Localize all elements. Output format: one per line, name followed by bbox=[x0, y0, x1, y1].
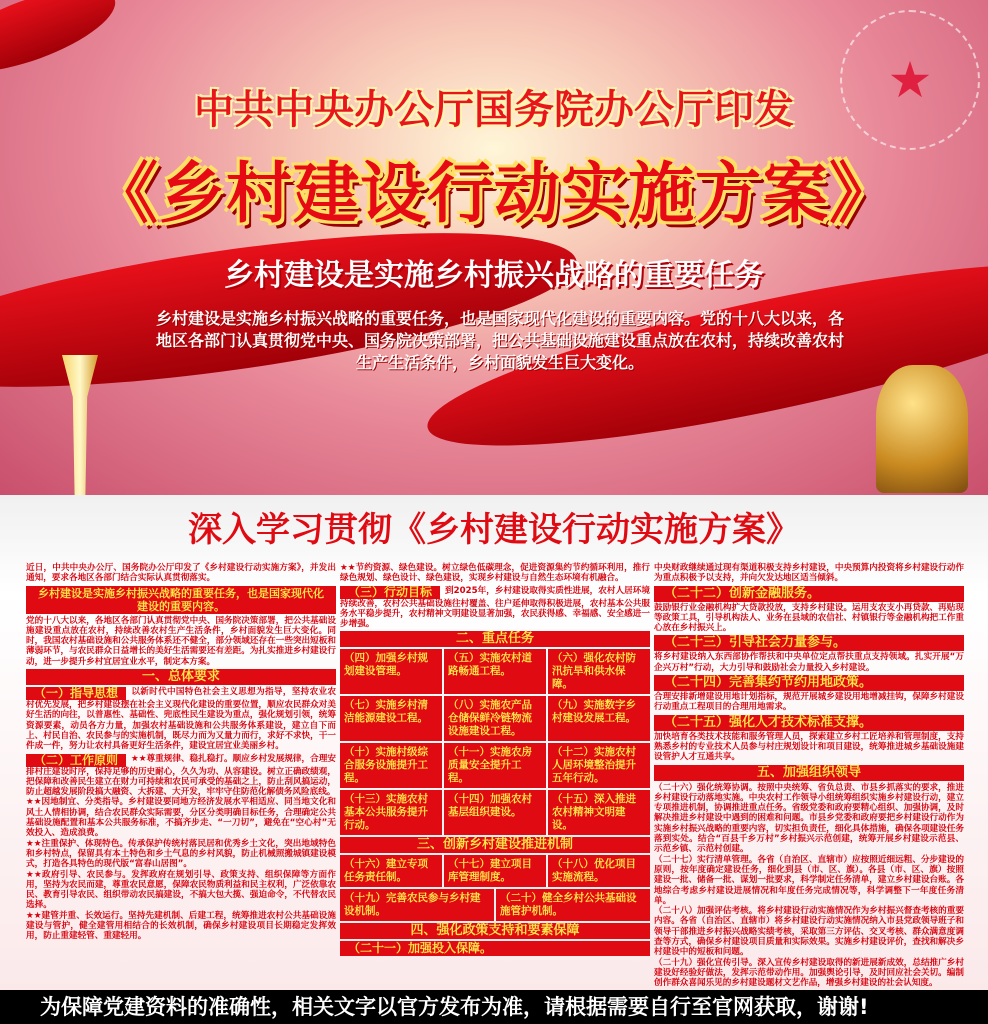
section-heading: 一、总体要求 bbox=[26, 669, 336, 685]
body-text: （二十八）加强评估考核。将乡村建设行动实施情况作为乡村振兴督查考核的重要内容。各省（自治区、直辖市）将乡村建设行动实施情况纳入市县党政领导班子和领导干部推进乡村振兴战略实绩考核，采取第三方评估、交叉考核、群众满意度调查等方式，确保乡村建设项目质量和实际效果。实施乡村建设评价，查找和解决乡村建设中的短板和问题。 bbox=[654, 906, 964, 958]
body-text: 以新时代中国特色社会主义思想为指导，坚持农业农村优先发展，把乡村建设摆在社会主义现代化建设的重要位置，顺应农民群众对美好生活的向往，以普惠性、基础性、兜底性民生建设为重点，强化规划引领，统筹资源要素，动员各方力量，加强农村基础设施和公共服务体系建设，建立自下而上、村民自治、农民参与的实施机制，既尽力而为又量力而行，求好不求快，干一件成一件，努力让农村具备更好生活条件，建设宜居宜业美丽乡村。 bbox=[26, 687, 336, 752]
task-card: （六）强化农村防汛抗旱和供水保障。 bbox=[548, 649, 650, 694]
task-card: （四）加强乡村规划建设管理。 bbox=[340, 649, 442, 694]
section-heading: 三、创新乡村建设推进机制 bbox=[340, 837, 650, 853]
mechanism-card: （十七）建立项目库管理制度。 bbox=[444, 855, 546, 887]
body-text: 到2025年，乡村建设取得实质性进展，农村人居环境持续改善，农村公共基础设施往村覆盖、往户延伸取得积极进展，农村基本公共服务水平稳步提升，农村精神文明建设显著加强，农民获得感、幸福感、安全感进一步增强。 bbox=[340, 585, 650, 630]
task-card: （五）实施农村道路畅通工程。 bbox=[444, 649, 546, 694]
intro-text: 近日，中共中央办公厅、国务院办公厅印发了《乡村建设行动实施方案》，并发出通知，要求各地区各部门结合实际认真贯彻落实。 bbox=[26, 563, 336, 584]
item-heading: （二十三）引导社会力量参与。 bbox=[654, 635, 964, 651]
mechanism-card: （十九）完善农民参与乡村建设机制。 bbox=[340, 889, 494, 921]
mechanism-grid bbox=[340, 855, 650, 887]
body-text: ★★尊重规律、稳扎稳打。顺应乡村发展规律，合理安排村庄建设时序，保持足够的历史耐心，久久为功、从容建设。树立正确政绩观，把保障和改善民生建立在财力可持续和农民可承受的基础之上，防止刮风搞运动，防止超越发展阶段搞大融资、大拆建、大开发，牢牢守住防范化解债务风险底线。 bbox=[26, 753, 336, 798]
section-heading: 四、强化政策支持和要素保障 bbox=[340, 923, 650, 939]
huabiao-pillar-icon bbox=[62, 355, 98, 495]
footer-notice: 为保障党建资料的准确性，相关文字以官方发布为准，请根据需要自行至官网获取，谢谢! bbox=[0, 990, 988, 1024]
task-card: （十四）加强农村基层组织建设。 bbox=[444, 790, 546, 835]
item-heading: （二十二）创新金融服务。 bbox=[654, 586, 964, 602]
section-heading: 五、加强组织领导 bbox=[654, 765, 964, 781]
mechanism-card: （二十）健全乡村公共基础设施管护机制。 bbox=[496, 889, 650, 921]
task-card: （九）实施数字乡村建设发展工程。 bbox=[548, 696, 650, 741]
red-ribbon bbox=[0, 0, 125, 89]
body-text: 鼓励银行业金融机构扩大贷款投放，支持乡村建设。运用支农支小再贷款、再贴现等政策工具，引导机构法人、业务在县域的农信社、村镇银行等金融机构把工作重心放在乡村振兴上。 bbox=[654, 602, 964, 634]
body-text: 中央财政继续通过现有渠道积极支持乡村建设，中央预算内投资将乡村建设行动作为重点积极予以支持，并向欠发达地区适当倾斜。 bbox=[654, 563, 964, 584]
item-heading: （二十五）强化人才技术标准支撑。 bbox=[654, 715, 964, 731]
column-3 bbox=[654, 563, 964, 989]
mechanism-grid bbox=[340, 889, 650, 921]
stone-lion-icon bbox=[876, 365, 968, 493]
task-card: （七）实施乡村清洁能源建设工程。 bbox=[340, 696, 442, 741]
column-2 bbox=[340, 563, 650, 958]
subsection-tag: （三）行动目标 bbox=[340, 586, 440, 599]
content-board bbox=[0, 495, 988, 990]
body-text: 党的十八大以来，各地区各部门认真贯彻党中央、国务院决策部署，把公共基础设施建设重点放在农村，持续改善农村生产生活条件，乡村面貌发生巨大变化。同时，我国农村基础设施和公共服务体系还不健全，部分领域还存在一些突出短板和薄弱环节，与农民群众日益增长的美好生活需要还有差距。为扎实推进乡村建设行动，进一步提升乡村宜居宜业水平，制定本方案。 bbox=[26, 615, 336, 667]
item-heading: （二十一）加强投入保障。 bbox=[340, 941, 650, 956]
body-text: 合理安排新增建设用地计划指标，规范开展城乡建设用地增减挂钩，保障乡村建设行动重点工程项目的合理用地需求。 bbox=[654, 692, 964, 713]
hero-banner bbox=[0, 0, 988, 495]
star-emblem-icon: ★ bbox=[840, 10, 980, 150]
body-text: ★★建管并重、长效运行。坚持先建机制、后建工程，统筹推进农村公共基础设施建设与管护，健全建管用相结合的长效机制，确保乡村建设项目长期稳定发挥效用，防止重建轻管、重建轻用。 bbox=[26, 910, 336, 942]
main-title: 《乡村建设行动实施方案》 bbox=[92, 155, 896, 232]
body-text: ★★注重保护、体现特色。传承保护传统村落民居和优秀乡土文化，突出地域特色和乡村特点，保留具有本土特色和乡土气息的乡村风貌，防止机械照搬城镇建设模式，打造各具特色的现代版“富春山居图”。 bbox=[26, 838, 336, 870]
task-card: （十五）深入推进农村精神文明建设。 bbox=[548, 790, 650, 835]
body-text: ★★节约资源、绿色建设。树立绿色低碳理念，促进资源集约节约循环利用，推行绿色规划、绿色设计、绿色建设，实现乡村建设与自然生态环境有机融合。 bbox=[340, 563, 650, 584]
body-text: （二十七）实行清单管理。各省（自治区、直辖市）应按照近细远粗、分步建设的原则，按年度确定建设任务，细化到县（市、区、旗）。各县（市、区、旗）按照建设一批、储备一批、谋划一批要求，科学制定任务清单，建立乡村建设台账。各地综合考虑乡村建设进展情况和年度任务完成情况等，科学调整下一年度任务清单。 bbox=[654, 854, 964, 906]
mechanism-card: （十六）建立专项任务责任制。 bbox=[340, 855, 442, 887]
task-card: （十二）实施农村人居环境整治提升五年行动。 bbox=[548, 743, 650, 788]
tasks-grid bbox=[340, 649, 650, 835]
column-1 bbox=[26, 563, 336, 942]
body-text: 将乡村建设纳入东西部协作帮扶和中央单位定点帮扶重点支持领域。扎实开展“万企兴万村”行动，大力引导和鼓励社会力量投入乡村建设。 bbox=[654, 652, 964, 673]
body-text: 加快培育各类技术技能和服务管理人员，探索建立乡村工匠培养和管理制度，支持熟悉乡村的专业技术人员参与村庄规划设计和项目建设，统筹推进城乡基础设施建设管护人才互通共享。 bbox=[654, 731, 964, 763]
issuer-heading: 中共中央办公厅国务院办公厅印发 bbox=[194, 87, 794, 133]
task-card: （八）实施农产品仓储保鲜冷链物流设施建设工程。 bbox=[444, 696, 546, 741]
intro-paragraph: 乡村建设是实施乡村振兴战略的重要任务，也是国家现代化建设的重要内容。党的十八大以来，各地区各部门认真贯彻党中央、国务院决策部署，把公共基础设施建设重点放在农村，持续改善农村生产生活条件，乡村面貌发生巨大变化。 bbox=[155, 309, 844, 372]
body-text: （二十九）强化宣传引导。深入宣传乡村建设取得的新进展新成效，总结推广乡村建设好经验好做法，发挥示范带动作用。加强舆论引导，及时回应社会关切。编制创作群众喜闻乐见的乡村建设题材文艺作品，增强乡村建设的社会认知度。 bbox=[654, 957, 964, 989]
board-title: 深入学习贯彻《乡村建设行动实施方案》 bbox=[188, 510, 800, 550]
subsection-tag: （一）指导思想 bbox=[26, 687, 126, 700]
body-text: ★★因地制宜、分类指导。乡村建设要同地方经济发展水平相适应、同当地文化和风土人情相协调，结合农民群众实际需要，分区分类明确目标任务，合理确定公共基础设施配置和基本公共服务标准，不搞齐步走、“一刀切”，避免在“空心村”无效投入、造成浪费。 bbox=[26, 797, 336, 839]
task-card: （十一）实施农房质量安全提升工程。 bbox=[444, 743, 546, 788]
subtitle: 乡村建设是实施乡村振兴战略的重要任务 bbox=[224, 258, 764, 293]
item-heading: （二十四）完善集约节约用地政策。 bbox=[654, 675, 964, 691]
body-text: （二十六）强化统筹协调。按照中央统筹、省负总责、市县乡抓落实的要求，推进乡村建设行动落地实施。中央农村工作领导小组统筹组织实施乡村建设行动，建立专项推进机制，协调推进重点任务。省级党委和政府要精心组织、加强协调，及时解决推进乡村建设中遇到的困难和问题。市县乡党委和政府要把乡村建设行动作为实施乡村振兴战略的重要内容，切实担负责任，细化具体措施，确保各项建设任务落到实处。结合“百县千乡万村”乡村振兴示范创建，统筹开展乡村建设示范县、示范乡镇、示范村创建。 bbox=[654, 782, 964, 855]
mechanism-card: （十八）优化项目实施流程。 bbox=[548, 855, 650, 887]
task-card: （十）实施村级综合服务设施提升工程。 bbox=[340, 743, 442, 788]
body-text: ★★政府引导、农民参与。发挥政府在规划引导、政策支持、组织保障等方面作用，坚持为农民而建，尊重农民意愿，保障农民物质利益和民主权利，广泛依靠农民、教育引导农民、组织带动农民搞建设，不搞大包大揽、强迫命令，不代替农民选择。 bbox=[26, 869, 336, 911]
task-card: （十三）实施农村基本公共服务提升行动。 bbox=[340, 790, 442, 835]
section-heading: 二、重点任务 bbox=[340, 631, 650, 647]
subsection-tag: （二）工作原则 bbox=[26, 754, 126, 767]
highlight-banner: 乡村建设是实施乡村振兴战略的重要任务，也是国家现代化建设的重要内容。 bbox=[26, 586, 336, 614]
